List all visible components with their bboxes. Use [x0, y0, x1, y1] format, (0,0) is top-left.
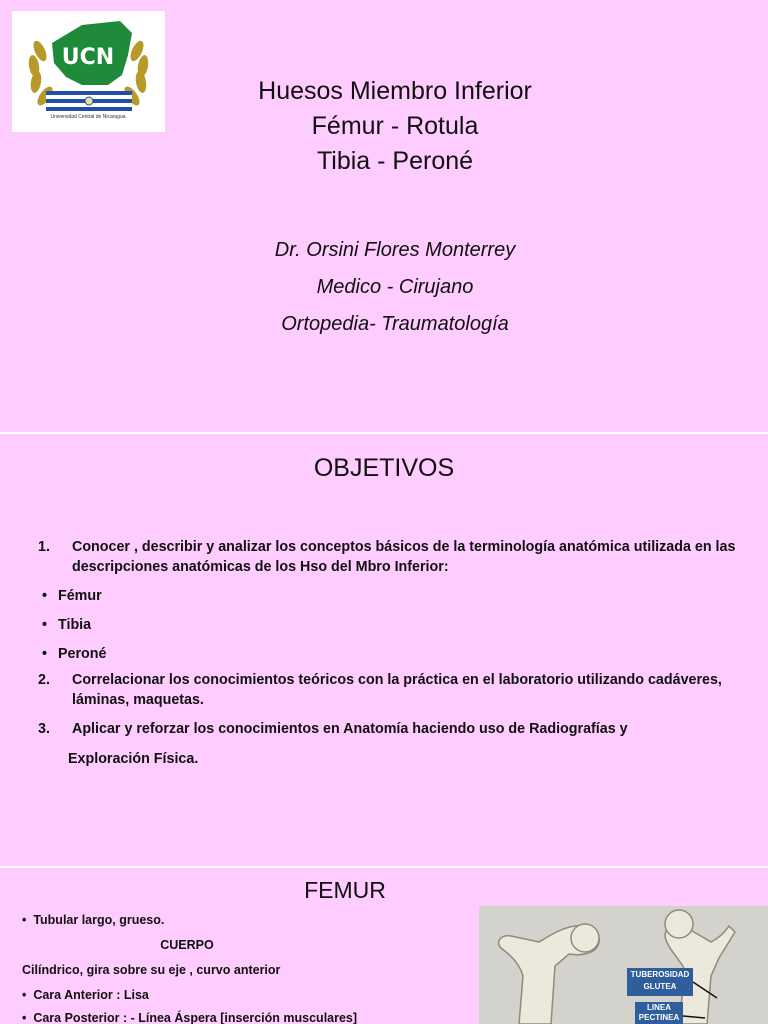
bullet-text: Fémur [58, 588, 102, 604]
bullet-text: Tibia [58, 617, 92, 633]
author-profession: Medico - Cirujano [316, 276, 474, 298]
author-name: Dr. Orsini Flores Monterrey [274, 239, 516, 261]
bullet-text: Tubular largo, grueso. [33, 913, 165, 927]
list-item: • Tubular largo, grueso. [22, 913, 165, 927]
bullet-icon: • [42, 646, 48, 662]
femur-description [22, 912, 462, 1024]
logo-caption: Universidad Central de Nicaragua [50, 114, 126, 120]
author-specialty: Ortopedia- Traumatología [281, 313, 509, 335]
item-text: Conocer , describir y analizar los conceptos básicos de la terminología anatómica utilizada en las descripciones anatómicas de los Hso del Mbro Inferior: [72, 539, 736, 575]
femur-bone-icon [479, 906, 768, 1024]
objective-item [38, 719, 743, 739]
objectives-list [38, 537, 743, 769]
bullet-text: Peroné [58, 646, 107, 662]
slide-title: FEMUR [304, 877, 386, 903]
item-number: 1. [38, 539, 50, 555]
bullet-icon: • [42, 617, 48, 633]
bullet-icon: • [42, 588, 48, 604]
title-line: Huesos Miembro Inferior [258, 77, 532, 105]
slide-title: OBJETIVOS [313, 454, 455, 482]
item-text: Correlacionar los conocimientos teóricos con la práctica en el laboratorio utilizando cadáveres, láminas, maquetas. [72, 672, 722, 708]
logo-text: UCN [61, 45, 115, 70]
pectineal-line-label: LINEA PECTINEA [638, 1003, 680, 1022]
bullet-text: Cara Anterior : Lisa [33, 988, 149, 1002]
title-line: Tibia - Peroné [316, 147, 474, 175]
author-block [150, 232, 640, 343]
item-text: Aplicar y reforzar los conocimientos en Anatomía haciendo uso de Radiografías y [72, 721, 628, 737]
description-line: Cilíndrico, gira sobre su eje , curvo anterior [22, 963, 281, 977]
title-line: Fémur - Rotula [311, 112, 479, 140]
tuberosity-label: TUBEROSIDAD GLUTEA [630, 970, 690, 991]
femur-slide [0, 868, 768, 1024]
objective-item [38, 670, 743, 710]
presentation-title [150, 74, 640, 179]
femur-illustration [479, 906, 768, 1024]
item-continuation: Exploración Física. [68, 751, 199, 767]
list-item: • Cara Posterior : - Línea Áspera [inserción musculares] [22, 1011, 358, 1024]
university-logo [12, 11, 165, 132]
bullet-text: Cara Posterior : - Línea Áspera [inserción musculares] [33, 1011, 358, 1024]
item-number: 2. [38, 672, 50, 688]
objectives-slide [0, 434, 768, 866]
title-slide [0, 0, 768, 432]
list-item [38, 615, 743, 635]
list-item [38, 586, 743, 606]
section-heading: CUERPO [160, 938, 214, 952]
item-number: 3. [38, 721, 50, 737]
objective-item [38, 537, 743, 577]
list-item [38, 644, 743, 664]
list-item: • Cara Anterior : Lisa [22, 988, 149, 1002]
